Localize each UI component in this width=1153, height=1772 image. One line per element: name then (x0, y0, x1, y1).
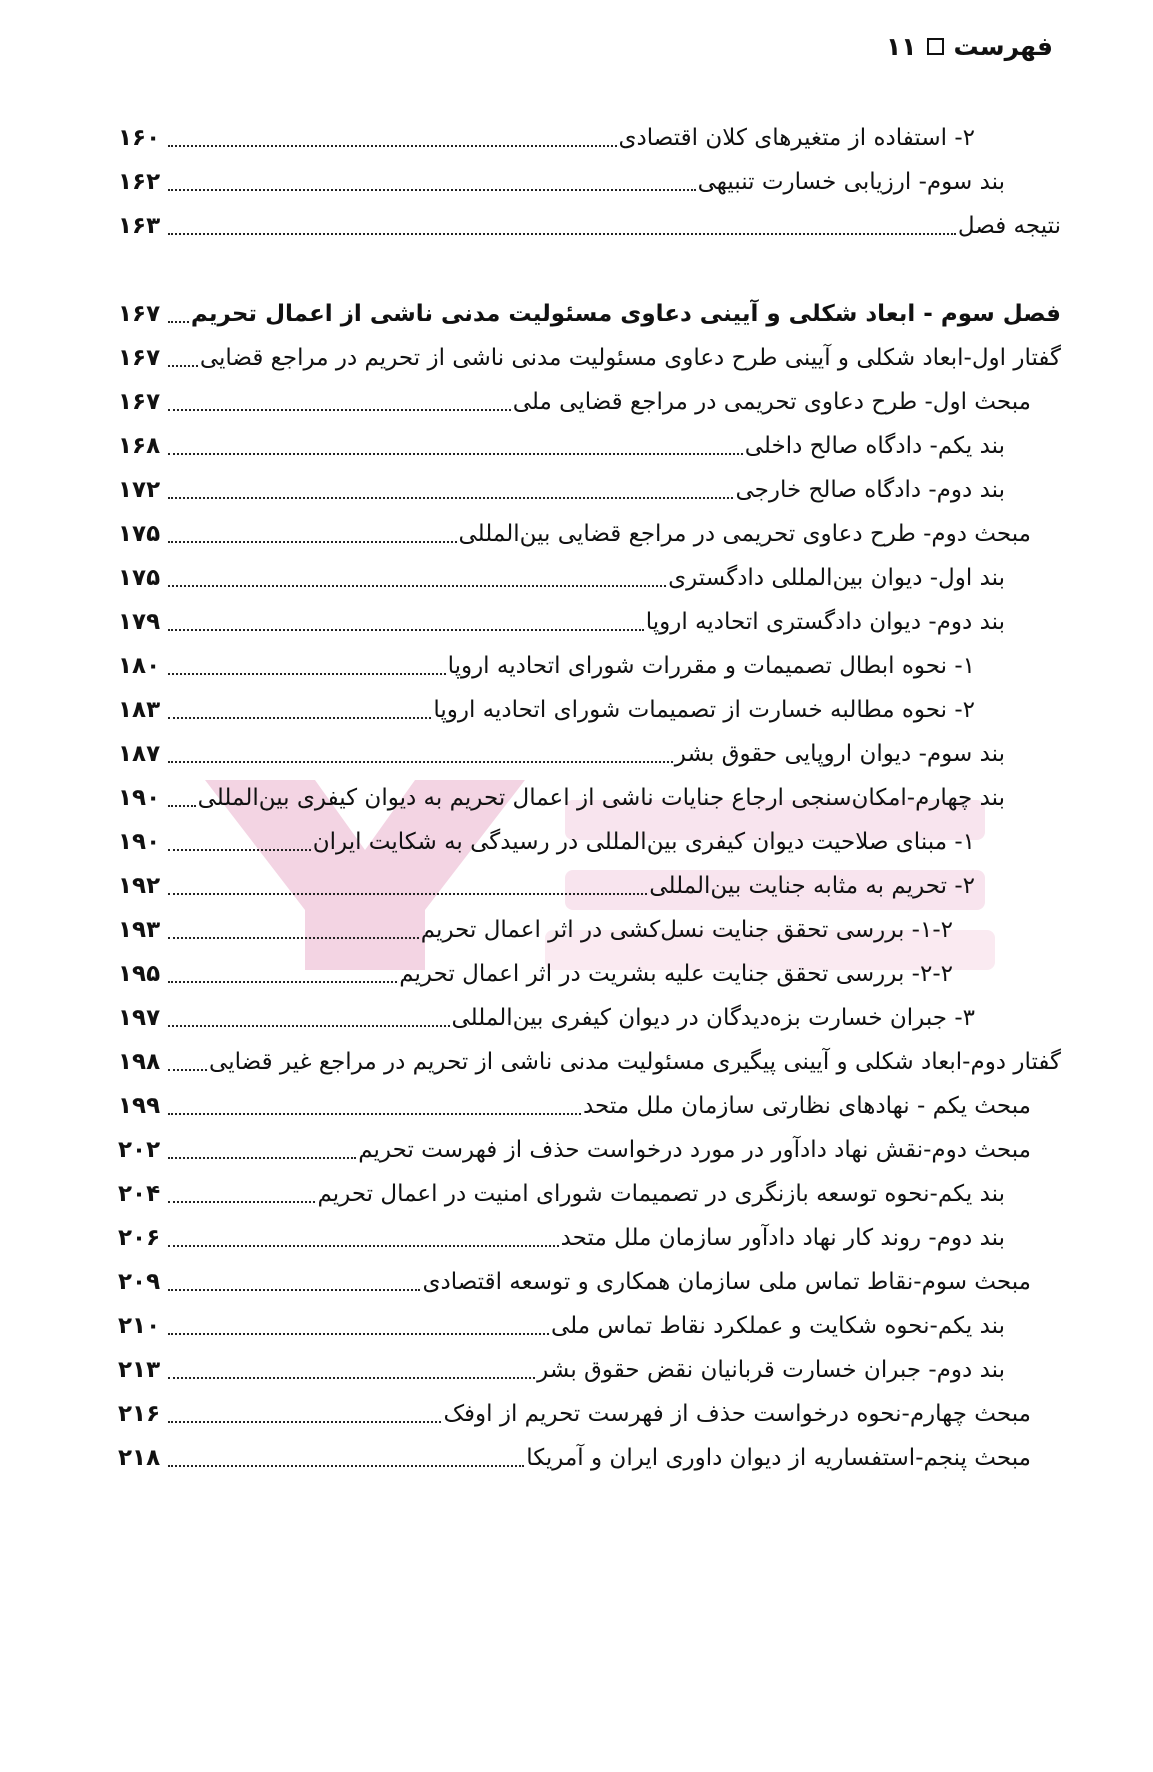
toc-entry-page: ۱۷۹ (118, 609, 161, 635)
toc-entry[interactable] (118, 954, 953, 994)
toc-entry-page: ۱۹۰ (118, 829, 161, 855)
toc-entry-title: ۲- استفاده از متغیرهای کلان اقتصادی (618, 125, 975, 151)
toc-entry[interactable] (118, 558, 1005, 598)
toc-entry-title: ۲- تحریم به مثابه جنایت بین‌المللی (649, 873, 975, 899)
toc-entry-page: ۱۶۲ (118, 169, 161, 195)
toc-entry-page: ۱۹۷ (118, 1005, 161, 1031)
toc-entry-page: ۱۹۹ (118, 1093, 161, 1119)
toc-entry[interactable] (118, 162, 1005, 202)
toc-entry-title: مبحث پنجم-استفساریه از دیوان داوری ایران و آمریکا (526, 1445, 1031, 1471)
dot-leader (168, 321, 189, 323)
dot-leader (168, 1201, 315, 1203)
toc-entry-title: ۱- مبنای صلاحیت دیوان کیفری بین‌المللی در رسیدگی به شکایت ایران (312, 829, 975, 855)
toc-entry-page: ۱۶۰ (118, 125, 161, 151)
toc-entry[interactable] (118, 1042, 1061, 1082)
toc-entry[interactable] (118, 1218, 1005, 1258)
dot-leader (168, 541, 457, 543)
toc-entry[interactable] (118, 1130, 1031, 1170)
toc-entry-page: ۲۰۶ (118, 1225, 161, 1251)
toc-entry-title: فصل سوم - ابعاد شکلی و آیینی دعاوی مسئولیت مدنی ناشی از اعمال تحریم (190, 301, 1061, 327)
toc-entry-page: ۲۰۹ (118, 1269, 161, 1295)
toc-entry[interactable] (118, 1262, 1031, 1302)
toc-entry[interactable] (118, 426, 1005, 466)
toc-entry[interactable] (118, 602, 1005, 642)
dot-leader (168, 1069, 207, 1071)
toc-entry-title: مبحث چهارم-نحوه درخواست حذف از فهرست تحریم از اوفک (443, 1401, 1031, 1427)
toc-entry-page: ۱۷۲ (118, 477, 161, 503)
toc-entry[interactable] (118, 778, 1005, 818)
toc-entry-page: ۲۰۲ (118, 1137, 161, 1163)
toc-entry-page: ۱۷۵ (118, 565, 161, 591)
toc-entry-title: بند یکم- دادگاه صالح داخلی (744, 433, 1005, 459)
toc-entry-title: ۱- نحوه ابطال تصمیمات و مقررات شورای اتحادیه اروپا (447, 653, 975, 679)
toc-entry-page: ۱۸۷ (118, 741, 161, 767)
dot-leader (168, 1289, 420, 1291)
toc-entry-page: ۱۶۷ (118, 301, 161, 327)
toc-entry-page: ۱۹۲ (118, 873, 161, 899)
toc-entry-title: مبحث یکم - نهادهای نظارتی سازمان ملل متحد (582, 1093, 1031, 1119)
toc-entry-title: بند دوم- جبران خسارت قربانیان نقض حقوق بشر (537, 1357, 1005, 1383)
toc-entry-title: ۲- نحوه مطالبه خسارت از تصمیمات شورای اتحادیه اروپا (433, 697, 975, 723)
toc-entry-page: ۱۶۷ (118, 389, 161, 415)
toc-entry[interactable] (118, 1350, 1005, 1390)
header-title: فهرست (953, 32, 1053, 61)
toc-entry[interactable] (118, 690, 975, 730)
dot-leader (168, 1245, 559, 1247)
toc-entry-title: گفتار اول-ابعاد شکلی و آیینی طرح دعاوی مسئولیت مدنی ناشی از تحریم در مراجع قضایی (199, 345, 1061, 371)
dot-leader (168, 981, 397, 983)
toc-entry-title: ۲-۲- بررسی تحقق جنایت علیه بشریت در اثر اعمال تحریم (399, 961, 953, 987)
toc-entry[interactable] (118, 822, 975, 862)
toc-entry-page: ۱۸۰ (118, 653, 161, 679)
toc-entry[interactable] (118, 910, 953, 950)
toc-entry-page: ۱۷۵ (118, 521, 161, 547)
dot-leader (168, 937, 419, 939)
toc-entry-title: بند چهارم-امکان‌سنجی ارجاع جنایات ناشی از اعمال تحریم به دیوان کیفری بین‌المللی (197, 785, 1005, 811)
toc-entry[interactable] (118, 338, 1061, 378)
dot-leader (168, 629, 644, 631)
dot-leader (168, 717, 431, 719)
toc-entry-title: مبحث سوم-نقاط تماس ملی سازمان همکاری و توسعه اقتصادی (422, 1269, 1031, 1295)
square-bullet-icon (927, 38, 944, 55)
toc-entry-page: ۲۱۶ (118, 1401, 161, 1427)
toc-entry[interactable] (118, 514, 1031, 554)
dot-leader (168, 1113, 581, 1115)
dot-leader (168, 1025, 450, 1027)
toc-entry-title: مبحث دوم- طرح دعاوی تحریمی در مراجع قضایی بین‌المللی (458, 521, 1031, 547)
toc-entry-title: بند سوم- ارزیابی خسارت تنبیهی (697, 169, 1005, 195)
dot-leader (168, 1157, 356, 1159)
toc-entry[interactable] (118, 382, 1031, 422)
dot-leader (168, 805, 196, 807)
toc-entry-title: مبحث دوم-نقش نهاد دادآور در مورد درخواست حذف از فهرست تحریم (358, 1137, 1031, 1163)
toc-entry-title: بند اول- دیوان بین‌المللی دادگستری (668, 565, 1005, 591)
toc-entry-page: ۱۶۸ (118, 433, 161, 459)
dot-leader (168, 849, 311, 851)
page-header (886, 32, 1053, 61)
toc-entry-page: ۱۶۳ (118, 213, 161, 239)
toc-entry-title: بند یکم-نحوه توسعه بازنگری در تصمیمات شورای امنیت در اعمال تحریم (317, 1181, 1005, 1207)
toc-entry[interactable] (118, 1306, 1005, 1346)
dot-leader (168, 233, 956, 235)
toc-entry-page: ۱۶۷ (118, 345, 161, 371)
toc-chapter-entry[interactable] (118, 294, 1061, 334)
dot-leader (168, 893, 647, 895)
toc-entry-page: ۲۱۳ (118, 1357, 161, 1383)
toc-entry[interactable] (118, 734, 1005, 774)
dot-leader (168, 189, 696, 191)
toc-entry[interactable] (118, 1174, 1005, 1214)
toc-entry[interactable] (118, 1086, 1031, 1126)
dot-leader (168, 585, 666, 587)
dot-leader (168, 365, 198, 367)
dot-leader (168, 1465, 524, 1467)
toc-entry-title: گفتار دوم-ابعاد شکلی و آیینی پیگیری مسئولیت مدنی ناشی از تحریم در مراجع غیر قضایی (209, 1049, 1061, 1075)
toc-entry-title: مبحث اول- طرح دعاوی تحریمی در مراجع قضایی ملی (512, 389, 1031, 415)
toc-entry-page: ۲۱۸ (118, 1445, 161, 1471)
header-page-number: ۱۱ (885, 32, 917, 61)
toc-entry-page: ۱۸۳ (118, 697, 161, 723)
toc-entry-title: بند دوم- دیوان دادگستری اتحادیه اروپا (645, 609, 1005, 635)
dot-leader (168, 145, 617, 147)
toc-entry-page: ۲۱۰ (118, 1313, 161, 1339)
toc-entry-page: ۱۹۰ (118, 785, 161, 811)
toc-entry[interactable] (118, 470, 1005, 510)
toc-entry-page: ۱۹۳ (118, 917, 161, 943)
toc-entry-title: بند یکم-نحوه شکایت و عملکرد نقاط تماس ملی (550, 1313, 1005, 1339)
dot-leader (168, 761, 673, 763)
dot-leader (168, 1333, 549, 1335)
toc-entry-title: بند دوم- روند کار نهاد دادآور سازمان ملل متحد (560, 1225, 1005, 1251)
toc-entry[interactable] (118, 1394, 1031, 1434)
toc-entry-page: ۱۹۸ (118, 1049, 161, 1075)
toc-entry[interactable] (118, 118, 975, 158)
toc-entry[interactable] (118, 998, 975, 1038)
toc-entry[interactable] (118, 206, 1061, 246)
toc-entry-title: ۱-۲- بررسی تحقق جنایت نسل‌کشی در اثر اعمال تحریم (420, 917, 953, 943)
toc-entry-page: ۱۹۵ (118, 961, 161, 987)
dot-leader (168, 1421, 441, 1423)
toc-entry[interactable] (118, 866, 975, 906)
toc-entry-title: ۳- جبران خسارت بزه‌دیدگان در دیوان کیفری بین‌المللی (451, 1005, 975, 1031)
toc-entry-title: بند دوم- دادگاه صالح خارجی (735, 477, 1005, 503)
dot-leader (168, 1377, 535, 1379)
toc-entry-title: بند سوم- دیوان اروپایی حقوق بشر (674, 741, 1005, 767)
dot-leader (168, 673, 446, 675)
toc-entry[interactable] (118, 646, 975, 686)
dot-leader (168, 409, 511, 411)
toc-entry-page: ۲۰۴ (118, 1181, 161, 1207)
toc-entry-title: نتیجه فصل (957, 213, 1061, 239)
toc-entry[interactable] (118, 1438, 1031, 1478)
dot-leader (168, 453, 743, 455)
dot-leader (168, 497, 733, 499)
